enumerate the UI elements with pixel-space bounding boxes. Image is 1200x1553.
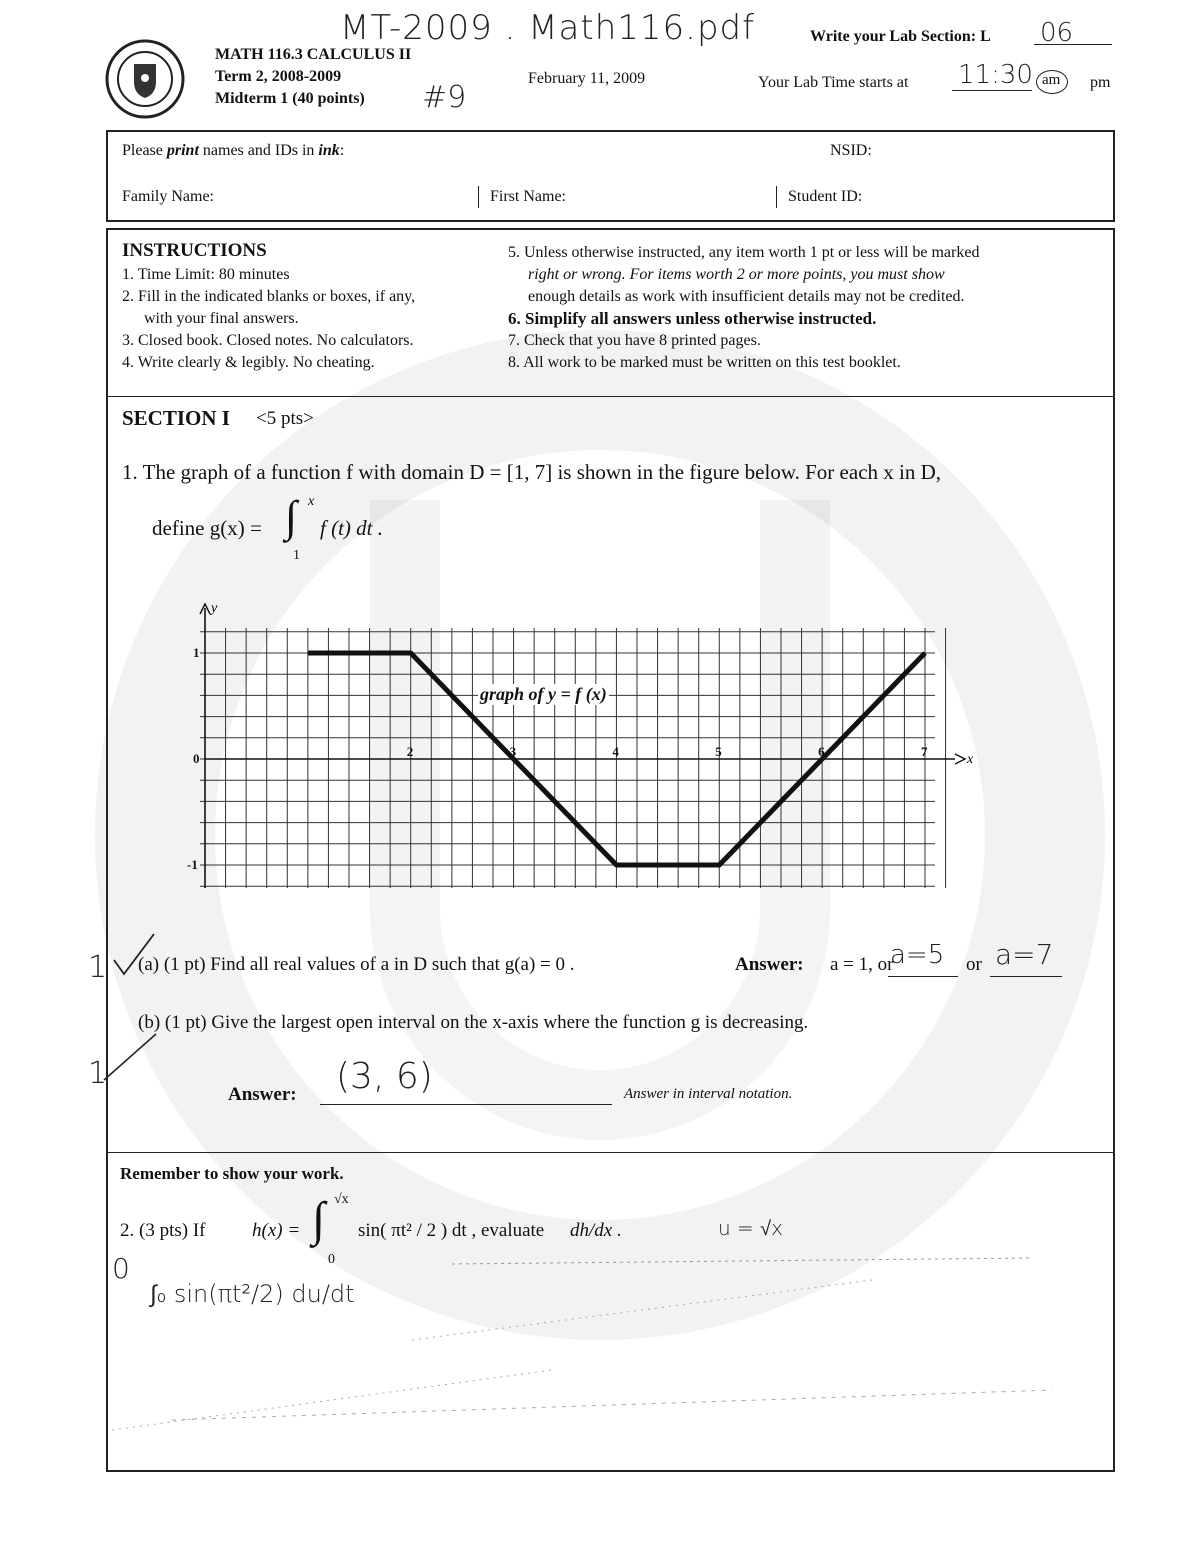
am-option[interactable]: am bbox=[1042, 72, 1061, 88]
y-tick-label: -1 bbox=[187, 857, 198, 872]
q2-prefix: 2. (3 pts) If bbox=[120, 1220, 206, 1241]
x-tick-label: 5 bbox=[715, 744, 722, 759]
y-tick-label: 0 bbox=[193, 751, 200, 766]
x-tick-label: 2 bbox=[406, 744, 414, 759]
q2-lower: 0 bbox=[328, 1252, 335, 1267]
course-title: MATH 116.3 CALCULUS II bbox=[215, 46, 412, 63]
scribble-lines bbox=[112, 1240, 1042, 1440]
instructions-left bbox=[122, 264, 415, 374]
lab-section-value[interactable]: 06 bbox=[1040, 18, 1074, 48]
first-name-label[interactable]: First Name: bbox=[490, 188, 566, 205]
q2-grade: 0 bbox=[112, 1252, 130, 1285]
x-tick-label: 4 bbox=[612, 744, 619, 759]
university-seal-icon bbox=[104, 38, 186, 120]
instruction-6: 6. Simplify all answers unless otherwise instructed. bbox=[508, 309, 877, 328]
x-tick-label: 6 bbox=[818, 744, 825, 759]
part-a-answer-label: Answer: bbox=[735, 954, 804, 975]
grade-mark-b: 1 bbox=[88, 1056, 108, 1091]
q2-hand-u: u = √x bbox=[718, 1216, 783, 1240]
question-1-text: 1. The graph of a function f with domain D = [1, 7] is shown in the figure below. For each x in D, bbox=[122, 460, 942, 484]
part-a-answer-1[interactable]: a=5 bbox=[890, 940, 945, 970]
student-id-label[interactable]: Student ID: bbox=[788, 188, 863, 205]
integral-lower: 1 bbox=[293, 548, 300, 563]
part-a-answer-2[interactable]: a=7 bbox=[995, 938, 1054, 971]
graph-label: graph of y = f (x) bbox=[480, 684, 607, 704]
instruction-7: 7. Check that you have 8 printed pages. bbox=[508, 332, 761, 349]
q2-upper: √x bbox=[334, 1192, 349, 1207]
part-b-answer-note: Answer in interval notation. bbox=[624, 1086, 793, 1102]
pm-option[interactable]: pm bbox=[1090, 74, 1111, 91]
term: Term 2, 2008-2009 bbox=[215, 68, 342, 85]
part-a-text: (a) (1 pt) Find all real values of a in D such that g(a) = 0 . bbox=[138, 954, 575, 975]
grade-mark-a: 1 bbox=[88, 950, 108, 985]
instruction-5-cont: right or wrong. For items worth 2 or more points, you must show bbox=[528, 266, 945, 283]
part-a-or: or bbox=[966, 954, 982, 975]
y-tick-label: 1 bbox=[193, 645, 200, 660]
instruction-2-cont: with your final answers. bbox=[144, 310, 299, 327]
q2-dhdx: dh/dx . bbox=[570, 1220, 622, 1241]
q2-integrand: sin( πt² / 2 ) dt , evaluate bbox=[358, 1220, 545, 1241]
lab-section-label: Write your Lab Section: L bbox=[810, 28, 991, 45]
x-axis-label: x bbox=[967, 752, 974, 767]
nsid-label[interactable]: NSID: bbox=[830, 142, 872, 159]
y-axis-label: y bbox=[211, 601, 218, 616]
instruction-5: 5. Unless otherwise instructed, any item worth 1 pt or less will be marked bbox=[508, 244, 980, 261]
instructions-heading: INSTRUCTIONS bbox=[122, 240, 267, 261]
instruction-3: 3. Closed book. Closed notes. No calculators. bbox=[122, 332, 414, 349]
handwritten-number: #9 bbox=[422, 80, 467, 115]
instructions-right bbox=[508, 242, 979, 374]
x-tick-label: 7 bbox=[921, 744, 928, 759]
exam-date: February 11, 2009 bbox=[528, 70, 646, 87]
integral-upper: x bbox=[308, 494, 315, 509]
lab-time-value[interactable]: 11:30 bbox=[958, 60, 1033, 90]
x-axis-arrow-icon bbox=[955, 754, 965, 764]
question-1-define: define g(x) = bbox=[152, 516, 262, 540]
part-b-answer-label: Answer: bbox=[228, 1084, 297, 1105]
function-graph bbox=[180, 600, 974, 900]
integral-sign-icon: ∫ bbox=[312, 1193, 326, 1246]
instruction-4: 4. Write clearly & legibly. No cheating. bbox=[122, 354, 375, 371]
integral-sign-icon: ∫ bbox=[285, 492, 298, 541]
part-a-answer-fixed: a = 1, or bbox=[830, 954, 894, 975]
midterm: Midterm 1 (40 points) bbox=[215, 90, 365, 107]
section-title: SECTION I bbox=[122, 406, 230, 430]
print-instructions: Please print names and IDs in ink: bbox=[122, 142, 345, 159]
check-mark-icon bbox=[100, 1030, 160, 1084]
family-name-label[interactable]: Family Name: bbox=[122, 188, 214, 205]
q2-hand-work: ∫₀ sin(πt²/2) du/dt bbox=[150, 1280, 355, 1308]
instruction-2: 2. Fill in the indicated blanks or boxes, if any, bbox=[122, 288, 416, 305]
part-b-text: (b) (1 pt) Give the largest open interval on the x-axis where the function g is decreasing. bbox=[138, 1012, 809, 1033]
integrand: f (t) dt . bbox=[320, 516, 383, 540]
lab-time-label: Your Lab Time starts at bbox=[758, 74, 909, 91]
instruction-5-cont2: enough details as work with insufficient details may not be credited. bbox=[528, 288, 965, 305]
handwritten-title: MT-2009 . Math116.pdf bbox=[340, 8, 756, 48]
section-points: <5 pts> bbox=[256, 408, 314, 429]
instruction-1: 1. Time Limit: 80 minutes bbox=[122, 266, 290, 283]
instruction-8: 8. All work to be marked must be written on this test booklet. bbox=[508, 354, 901, 371]
part-b-answer[interactable]: (3, 6) bbox=[336, 1056, 433, 1097]
q2-h-def: h(x) = bbox=[252, 1220, 301, 1241]
show-work-reminder: Remember to show your work. bbox=[120, 1164, 344, 1183]
x-tick-label: 3 bbox=[509, 744, 517, 759]
